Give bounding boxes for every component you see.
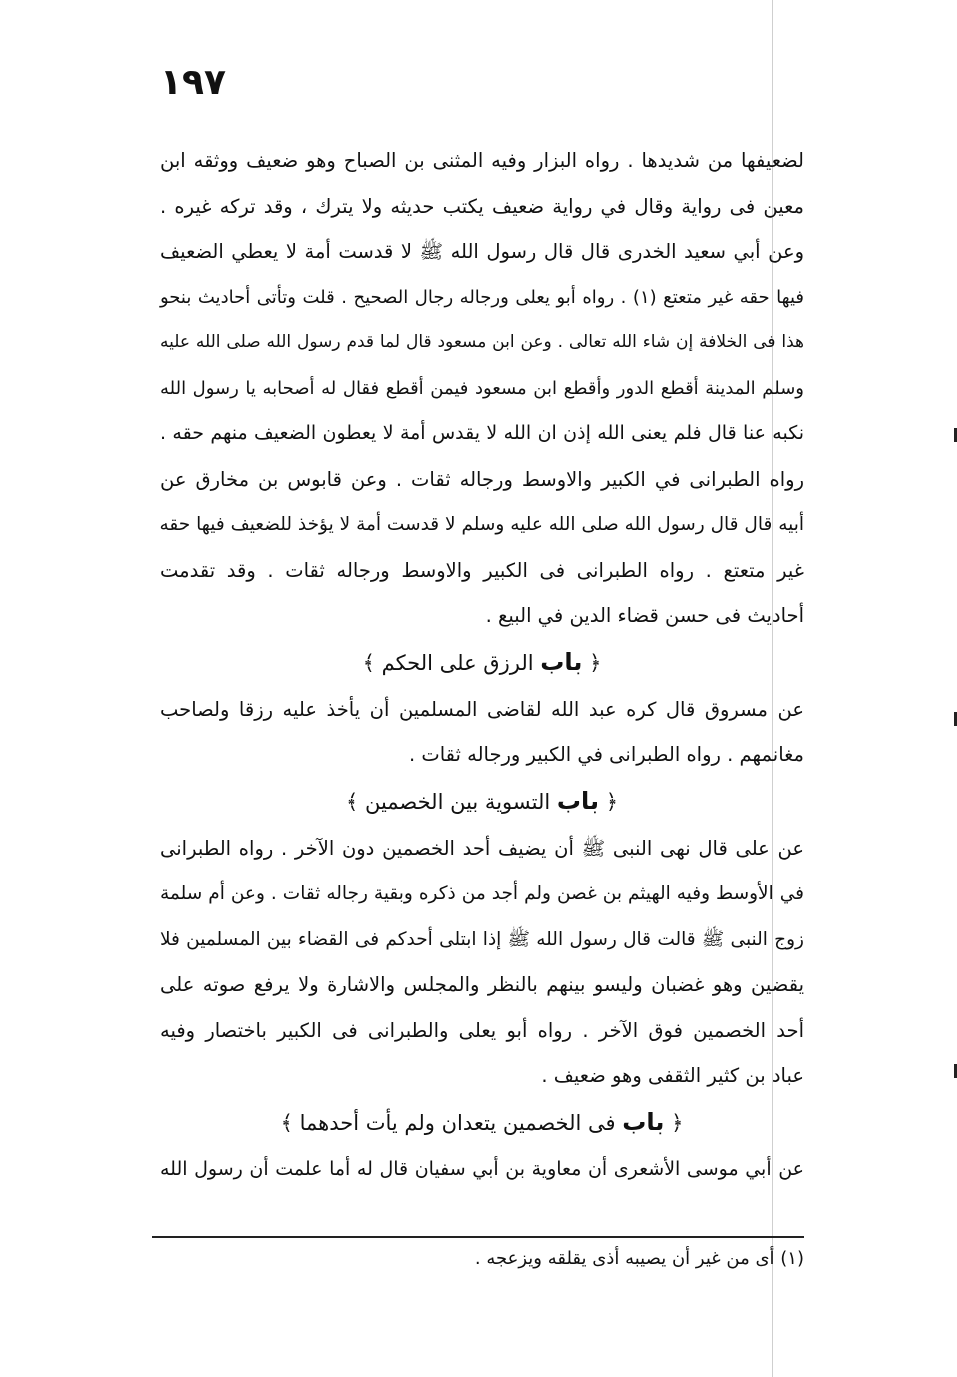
text-line: أبيه قال قال رسول الله صلى الله عليه وسلم لا قدست أمة لا يؤخذ للضعيف فيها حقه — [159, 514, 804, 535]
text-line: رواه الطبرانى في الكبير والاوسط ورجاله ثقات . وعن قابوس بن مخارق عن — [160, 467, 804, 491]
text-line: في الأوسط وفيه الهيثم بن غصن ولم أجد من ذكره وبقية رجاله ثقات . وعن أم سلمة — [160, 883, 804, 904]
heading-bracket-close: ﴾ — [280, 1110, 293, 1135]
text-line: يقضين وهو غضبان وليسو بينهم بالنظر والمجلس والاشارة ولا يرفع صوته على — [160, 973, 804, 996]
heading-bracket-open: ﴿ — [605, 789, 619, 814]
section-heading — [160, 639, 804, 687]
heading-bracket-close: ﴾ — [345, 789, 359, 814]
body-text — [160, 138, 804, 1192]
text-line: هذا فى الخلافة إن شاء الله تعالى . وعن ابن مسعود قال لما قدم رسول الله صلى الله عليه — [160, 332, 804, 352]
text-line: لضعيفها من شديدها . رواه البزار وفيه المثنى بن الصباح وهو ضعيف ووثقه ابن — [160, 149, 804, 172]
text-line: وعن أبي سعيد الخدرى قال قال رسول الله ﷺ لا قدست أمة لا يعطي الضعيف — [160, 240, 804, 263]
text-line: معين فى رواية وقال في رواية ضعيف يكتب حديثه ولا يترك ، وقد تركه غيره . — [160, 194, 804, 218]
text-line: مغانمهم . رواه الطبرانى في الكبير ورجاله ثقات . — [408, 743, 804, 766]
text-line: أحاديث فى حسن قضاء الدين في البيع . — [485, 604, 804, 627]
section-heading — [160, 778, 804, 826]
text-line: أحد الخصمين فوق الآخر . رواه أبو يعلى والطبرانى فى الكبير باختصار وفيه — [160, 1018, 804, 1042]
text-line: زوج النبى ﷺ قالت قال رسول الله ﷺ إذا ابتلى أحدكم فى القضاء بين المسلمين فلا — [160, 928, 804, 950]
footnote-divider — [152, 1236, 804, 1238]
text-line: عن مسروق قال كره عبد الله لقاضى المسلمين أن يأخذ عليه رزقا ولصاحب — [160, 697, 804, 721]
heading-title: الرزق على الحكم — [381, 650, 534, 675]
text-line: نكبه عنا قال فلم يعنى الله إذن ان الله لا يقدس أمة لا يعطون الضعيف منهم حقه . — [160, 422, 804, 444]
heading-bab-word: باب — [622, 1107, 665, 1136]
heading-bracket-open: ﴿ — [589, 650, 602, 675]
text-line: عن أبي موسى الأشعرى أن معاوية بن أبي سفيان قال له أما علمت أن رسول الله — [160, 1157, 804, 1180]
page-number: ١٩٧ — [160, 62, 226, 103]
text-line: فيها حقه غير متعتع (١) . رواه أبو يعلى ورجاله رجال الصحيح . قلت وتأتى أحاديث بنحو — [160, 286, 804, 308]
heading-bab-word: باب — [556, 786, 600, 815]
heading-bracket-close: ﴾ — [362, 650, 375, 675]
heading-bab-word: باب — [540, 647, 583, 676]
heading-title: التسوية بين الخصمين — [364, 789, 551, 814]
text-line: وسلم المدينة أقطع الدور وأقطع ابن مسعود فيمن أقطع فقال له أصحابه يا رسول الله — [160, 377, 804, 399]
heading-title: فى الخصمين يتعدان ولم يأت أحدهما — [299, 1110, 616, 1135]
heading-bracket-open: ﴿ — [671, 1110, 684, 1135]
text-line: عن على قال نهى النبى ﷺ أن يضيف أحد الخصمين دون الآخر . رواه الطبرانى — [160, 836, 804, 860]
footnote: (١) أى من غير أن يصيبه أذى يقلقه ويزعجه . — [474, 1248, 804, 1269]
text-line: عباد بن كثير الثقفى وهو ضعيف . — [541, 1064, 804, 1087]
section-heading — [160, 1099, 804, 1147]
text-line: غير متعتع . رواه الطبرانى فى الكبير والاوسط ورجاله ثقات . وقد تقدمت — [160, 558, 804, 582]
